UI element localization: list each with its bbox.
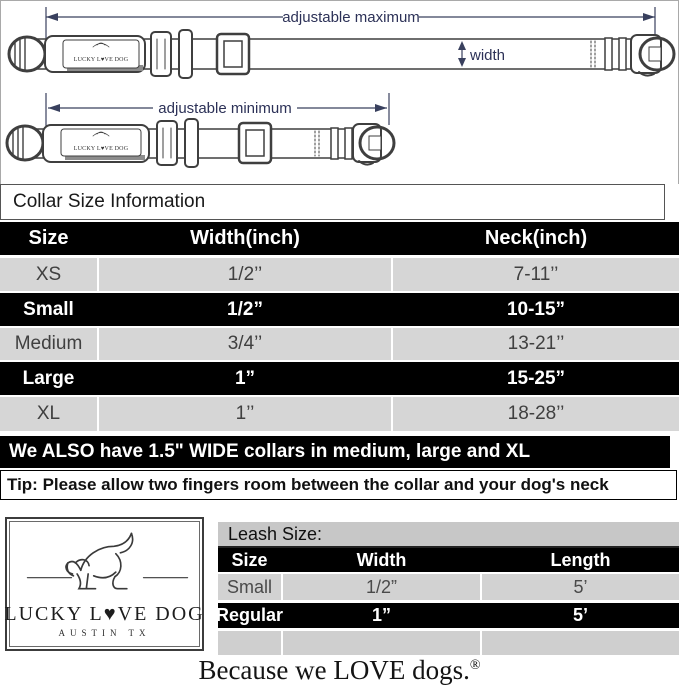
brand-logo-inner-frame — [4, 521, 205, 647]
table-row-small — [0, 293, 679, 326]
brand-name: LUCKY L♥VE DOG — [4, 603, 205, 625]
leash-row-regular — [215, 603, 679, 628]
header-width: Width — [356, 549, 407, 570]
table-row-medium — [0, 328, 679, 360]
cell-neck: 10-15” — [506, 298, 566, 320]
collar-table-header — [0, 222, 679, 255]
cell-neck: 15-25” — [506, 367, 566, 389]
brand-tagline — [0, 655, 679, 686]
buckle-plate-text-min: LUCKY L♥VE DOG — [73, 146, 129, 152]
cell-width: 1’’ — [99, 397, 391, 431]
cell-width: 1/2’’ — [99, 258, 391, 291]
cell-width — [283, 631, 480, 655]
header-length: Length — [550, 549, 611, 570]
cell-width: 1/2” — [227, 298, 263, 320]
tagline-text: Because we LOVE dogs. — [198, 655, 470, 685]
cell-length: 5’ — [572, 605, 588, 625]
brand-logo-box — [5, 517, 204, 651]
table-row-large — [0, 362, 679, 395]
collar-section-title: Collar Size Information — [0, 184, 665, 220]
arrowhead-right — [375, 104, 387, 112]
brand-location: AUSTIN TX — [58, 628, 151, 638]
cell-width: 3/4’’ — [99, 328, 391, 360]
cell-neck: 18-28’’ — [393, 397, 679, 431]
header-size: Size — [231, 549, 268, 570]
leash-table-header — [218, 548, 679, 572]
cell-width: 1/2” — [283, 574, 480, 600]
buckle-plate-text-max: LUCKY L♥VE DOG — [73, 57, 129, 63]
registered-mark: ® — [469, 658, 481, 673]
cell-length: 5’ — [482, 574, 679, 600]
table-row-xs — [0, 258, 679, 291]
table-row-xl — [0, 397, 679, 431]
cell-size: Small — [23, 298, 74, 320]
header-width: Width(inch) — [190, 227, 300, 249]
adjustable-maximum-dimension — [46, 9, 655, 26]
cell-size: XS — [0, 258, 97, 291]
leash-row-empty — [218, 631, 679, 655]
cell-size: XL — [0, 397, 97, 431]
cell-neck: 13-21’’ — [393, 328, 679, 360]
arrowhead-left — [46, 13, 58, 21]
cell-size: Regular — [215, 605, 284, 625]
adjustable-maximum-label: adjustable maximum — [282, 9, 420, 26]
arrowhead-right — [643, 13, 655, 21]
collar-illustration-max — [9, 30, 674, 78]
leash-row-small — [218, 574, 679, 600]
fit-tip: Tip: Please allow two fingers room between the collar and your dog's neck — [0, 470, 677, 500]
cell-size — [218, 631, 281, 655]
arrowhead-left — [48, 104, 60, 112]
cell-length — [482, 631, 679, 655]
adjustable-minimum-label: adjustable minimum — [158, 100, 292, 117]
cell-width: 1” — [234, 367, 256, 389]
cell-width: 1” — [371, 605, 391, 625]
collar-diagrams — [0, 0, 679, 184]
collar-diagram-svg — [1, 1, 678, 184]
cell-size: Small — [218, 574, 281, 600]
width-label: width — [470, 47, 506, 64]
dog-sketch-icon — [20, 526, 195, 598]
header-size: Size — [28, 227, 69, 249]
header-neck: Neck(inch) — [484, 227, 588, 249]
adjustable-minimum-dimension — [48, 100, 387, 117]
cell-neck: 7-11’’ — [393, 258, 679, 291]
wide-collar-notice: We ALSO have 1.5" WIDE collars in medium, large and XL — [0, 436, 670, 468]
cell-size: Large — [22, 367, 75, 389]
leash-section-title: Leash Size: — [218, 522, 679, 548]
cell-size: Medium — [0, 328, 97, 360]
leash-section — [215, 522, 679, 655]
collar-illustration-min — [7, 119, 394, 167]
